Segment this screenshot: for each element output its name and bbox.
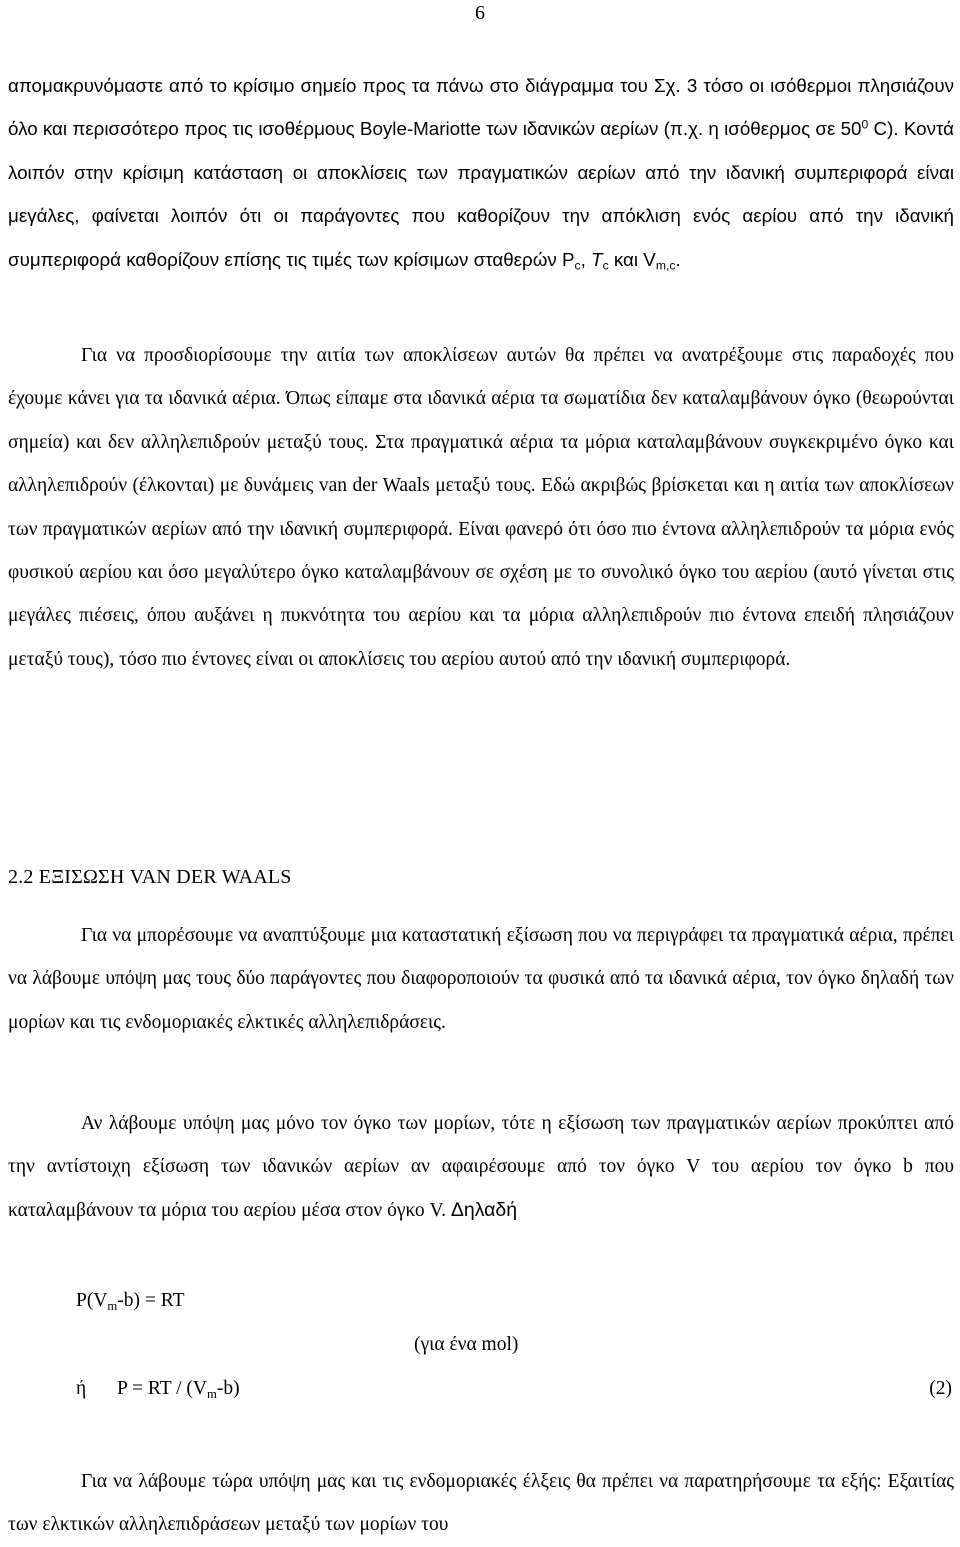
symbol-tc: T — [591, 248, 603, 270]
paragraph-molecular-volume — [8, 1102, 954, 1232]
page-number: 6 — [475, 2, 485, 24]
text-run: . — [675, 248, 681, 270]
paragraph-attractions: Για να λάβουμε τώρα υπόψη μας και τις ενδομοριακές έλξεις θα πρέπει να παρατηρήσουμε τα εξής: Εξαιτίας των ελκτικών αλληλεπιδράσεων μεταξύ των μορίων του — [8, 1471, 954, 1536]
section-heading: 2.2 ΕΞΙΣΩΣΗ VAN DER WAALS — [8, 866, 292, 888]
paragraph-state-equation: Για να μπορέσουμε να αναπτύξουμε μια καταστατική εξίσωση που να περιγράφει τα πραγματικά αέρια, πρέπει να λάβουμε υπόψη μας τους δύο παράγοντες που διαφοροποιούν τα φυσικά από τα ιδανικά αέρια, τον όγκο δηλαδή των μορίων και τις ενδομοριακές ελκτικές αλληλεπιδράσεις. — [8, 925, 954, 1033]
equation-part: P = RT / (V — [117, 1378, 208, 1399]
text-run: C). Κοντά λοιπόν στην κρίσιμη κατάσταση οι αποκλίσεις των πραγματικών αερίων από την ιδανική συμπεριφορά είναι μεγάλες, φαίνεται λοιπόν ότι οι παράγοντες που καθορίζουν την απόκλιση ενός αερίου από την ιδανική συμπεριφορά καθορίζουν επίσης τις τιμές των κρίσιμων σταθερών P — [8, 118, 954, 270]
equation-1 — [76, 1290, 185, 1312]
subscript: m — [107, 1298, 118, 1313]
subscript: m — [207, 1386, 217, 1401]
text-run: Δηλαδή — [450, 1198, 518, 1221]
equation-2-prefix: ή — [76, 1378, 87, 1399]
text-run: απομακρυνόμαστε από το κρίσιμο σημείο προς τα πάνω στο διάγραμμα του Σχ. 3 τόσο οι ισόθερμοι πλησιάζουν όλο και περισσότερο προς τις ισοθέρμους Boyle-Mariotte των ιδανικών αερίων (π.χ. η ισόθερμος σε 50 — [8, 75, 954, 140]
text-run: Αν λάβουμε υπόψη μας μόνο τον όγκο των μορίων, τότε η εξίσωση των πραγματικών αερίων προκύπτει από την αντίστοιχη εξίσωση των ιδανικών αερίων αν αφαιρέσουμε από τον όγκο V του αερίου τον όγκο b που καταλαμβάνουν τα μόρια του αερίου μέσα στον όγκο V. — [8, 1113, 954, 1221]
equation-number: (2) — [929, 1378, 952, 1399]
paragraph-deviation-cause: Για να προσδιορίσουμε την αιτία των αποκλίσεων αυτών θα πρέπει να ανατρέξουμε στις παραδοχές που έχουμε κάνει για τα ιδανικά αέρια. Όπως είπαμε στα ιδανικά αέρια τα σωματίδια δεν καταλαμβάνουν όγκο (θεωρούνται σημεία) και δεν αλληλεπιδρούν μεταξύ τους. Στα πραγματικά αέρια τα μόρια καταλαμβάνουν συγκεκριμένο όγκο και αλληλεπιδρούν (έλκονται) με δυνάμεις van der Waals μεταξύ τους. Εδώ ακριβώς βρίσκεται και η αιτία των αποκλίσεων των πραγματικών αερίων από την ιδανική συμπεριφορά. Είναι φανερό ότι όσο πιο έντονα αλληλεπιδρούν τα μόρια ενός φυσικού αερίου και όσο μεγαλύτερο όγκο καταλαμβάνουν σε σχέση με το συνολικό όγκο του αερίου (αυτό γίνεται στις μεγάλες πιέσεις, όπου αυξάνει η πυκνότητα του αερίου και τα μόρια αλληλεπιδρούν πιο έντονα επειδή πλησιάζουν μεταξύ τους), τόσο πιο έντονες είναι οι αποκλίσεις του αερίου αυτού από την ιδανική συμπεριφορά. — [8, 345, 954, 670]
equation-part: -b) = RT — [117, 1290, 185, 1311]
text-run: , — [580, 248, 592, 270]
equation-part: -b) — [216, 1378, 240, 1399]
equation-part: P(V — [76, 1290, 108, 1311]
subscript: m,c — [655, 258, 676, 273]
equation-2 — [117, 1378, 240, 1400]
equation-note: (για ένα mol) — [414, 1334, 519, 1355]
paragraph-critical-point — [8, 64, 954, 281]
text-run: και V — [608, 248, 656, 270]
subscript: c — [574, 258, 581, 273]
subscript: c — [602, 258, 609, 273]
superscript: 0 — [861, 117, 869, 132]
